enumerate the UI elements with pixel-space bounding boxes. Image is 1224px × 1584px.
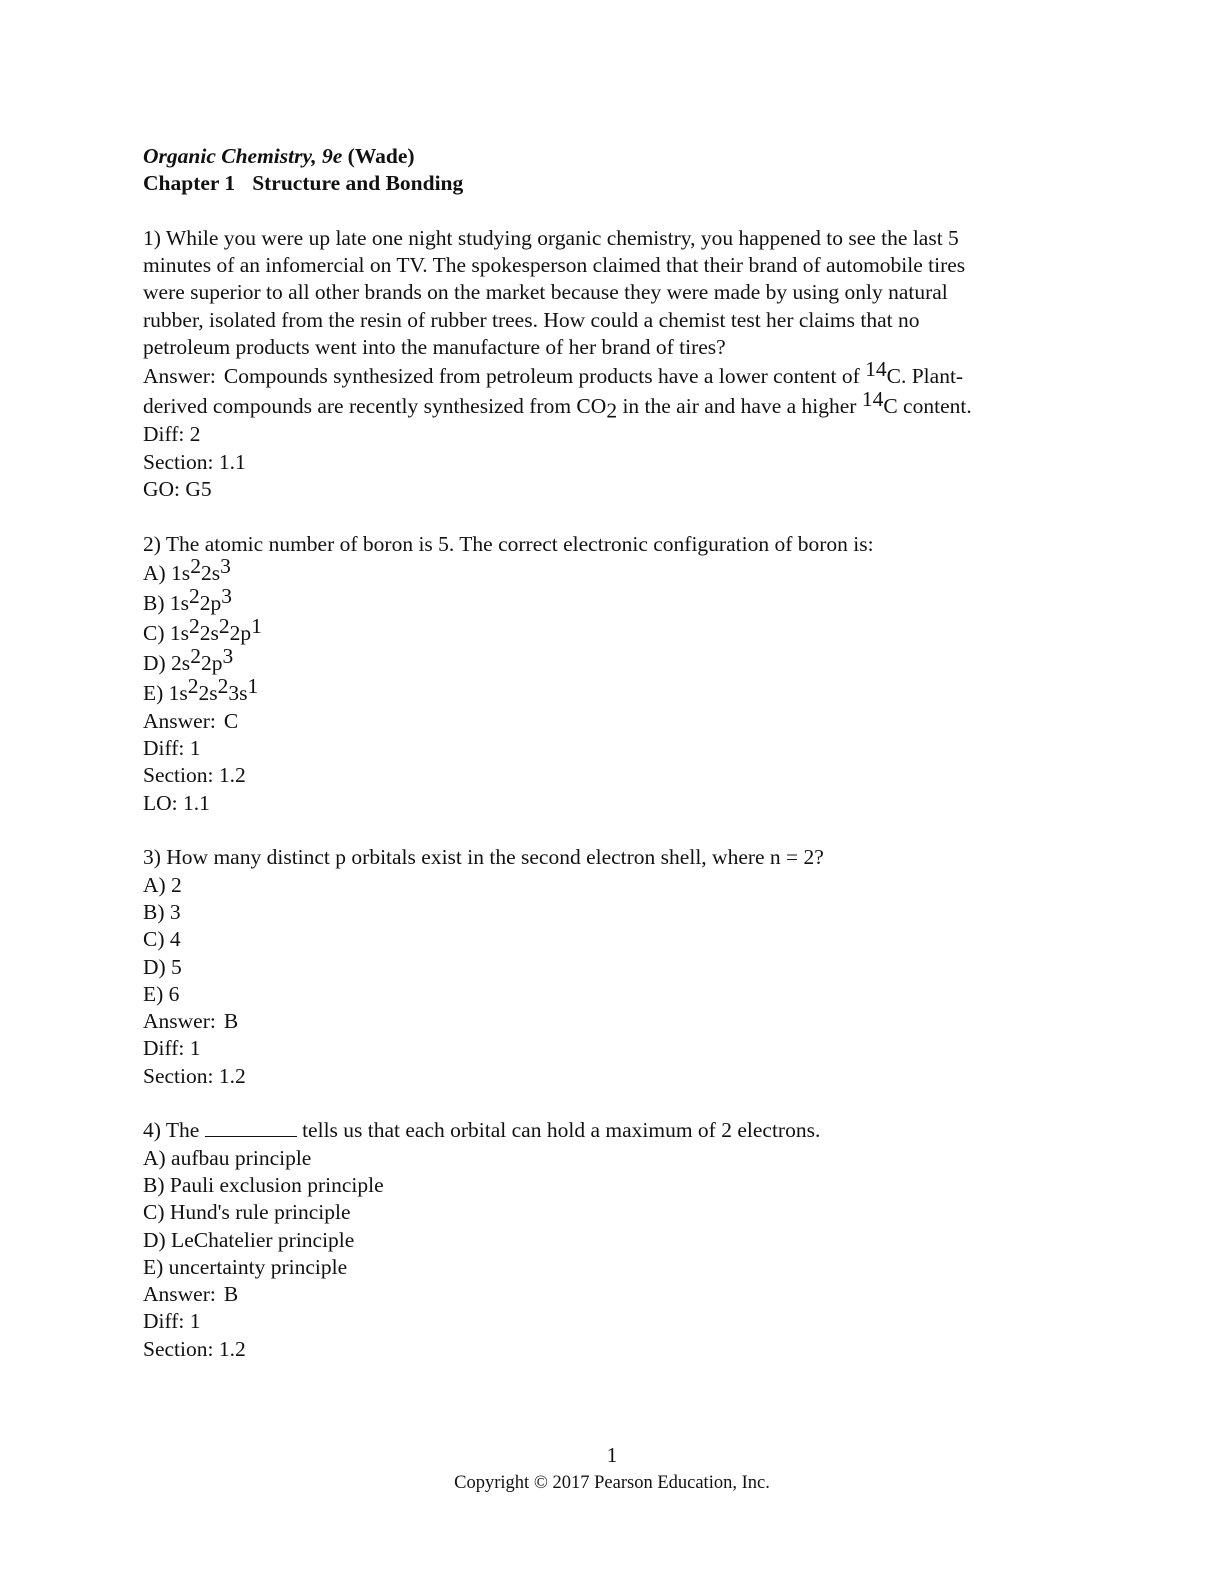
- q2-option-text: C) 1s: [143, 620, 189, 645]
- q4-answer-value: B: [223, 1282, 239, 1307]
- q1-answer-text: content.: [903, 394, 972, 419]
- q2-diff: Diff: 1: [143, 736, 201, 761]
- superscript: 3: [221, 583, 232, 608]
- q4-option-d: D) LeChatelier principle: [143, 1227, 355, 1252]
- superscript: 2: [190, 553, 201, 578]
- copyright-notice: Copyright © 2017 Pearson Education, Inc.: [454, 1473, 770, 1493]
- q4-section: Section: 1.2: [143, 1336, 246, 1361]
- q4-stem-start: 4) The: [143, 1118, 200, 1143]
- q3-answer: [143, 1008, 1083, 1035]
- q4-answer-label: Answer:: [143, 1282, 216, 1307]
- q2-option-text: 2s: [200, 560, 221, 585]
- q3-option-d: D) 5: [143, 954, 182, 979]
- q2-option-text: 2p: [229, 620, 252, 645]
- q2-option-text: 2s: [199, 620, 219, 645]
- q3-answer-value: B: [223, 1009, 239, 1034]
- q1-section: Section: 1.1: [143, 449, 246, 474]
- q1-isotope-mass: 14: [861, 387, 884, 412]
- q1-answer-text: Plant-: [911, 364, 964, 389]
- superscript: 2: [218, 613, 230, 638]
- q3-diff: Diff: 1: [143, 1036, 201, 1061]
- q2-option-b: [143, 583, 1083, 618]
- q1-answer-text: in the air and have a higher: [622, 394, 857, 419]
- q4-answer: [143, 1281, 1083, 1308]
- q4-option-a: A) aufbau principle: [143, 1145, 312, 1170]
- q2-option-a: [143, 553, 1083, 588]
- q3-option-e: E) 6: [143, 981, 180, 1006]
- superscript: 3: [220, 553, 231, 578]
- question-1: [143, 225, 1083, 503]
- q1-answer-text: derived compounds are recently synthesized from CO: [143, 394, 607, 419]
- superscript: 2: [189, 583, 200, 608]
- q2-stem: 2) The atomic number of boron is 5. The correct electronic configuration of boron is:: [143, 531, 874, 556]
- q3-option-a: A) 2: [143, 872, 182, 897]
- q1-stem-line: minutes of an infomercial on TV. The spokesperson claimed that their brand of automobile tires: [143, 253, 966, 278]
- page-number: 1: [606, 1443, 618, 1467]
- q2-option-text: 3s: [228, 680, 248, 705]
- q1-answer-text: Compounds synthesized from petroleum products have a lower content of: [223, 364, 860, 389]
- book-title: Organic Chemistry, 9e: [143, 144, 343, 168]
- q1-stem-line: petroleum products went into the manufacture of her brand of tires?: [143, 335, 726, 360]
- q3-option-c: C) 4: [143, 927, 181, 952]
- book-author: (Wade): [347, 144, 415, 168]
- q4-diff: Diff: 1: [143, 1309, 201, 1334]
- superscript: 1: [247, 673, 259, 698]
- q2-answer-value: C: [223, 708, 239, 733]
- q1-co2-subscript: 2: [606, 399, 618, 424]
- chapter-number: Chapter 1: [143, 171, 236, 196]
- q1-diff: Diff: 2: [143, 422, 201, 447]
- q1-stem-line: were superior to all other brands on the market because they were made by using only natural: [143, 280, 948, 305]
- q2-answer: [143, 708, 1083, 735]
- superscript: 2: [217, 673, 229, 698]
- q1-isotope-element: C.: [886, 364, 907, 389]
- q4-option-b: B) Pauli exclusion principle: [143, 1172, 384, 1197]
- q3-stem: 3) How many distinct p orbitals exist in the second electron shell, where n = 2?: [143, 845, 824, 870]
- q2-option-text: A) 1s: [143, 560, 191, 585]
- superscript: 3: [222, 643, 234, 668]
- q3-option-b: B) 3: [143, 899, 181, 924]
- q2-option-c: [143, 613, 1083, 648]
- q1-go: GO: G5: [143, 476, 212, 501]
- q1-isotope-element: C: [883, 394, 898, 419]
- q1-isotope-mass: 14: [865, 357, 887, 382]
- chapter-title: Structure and Bonding: [252, 171, 464, 196]
- q2-option-text: B) 1s: [143, 590, 189, 615]
- q1-answer-line-2: [143, 387, 1083, 424]
- q2-option-text: 2p: [199, 590, 222, 615]
- q1-stem-line: rubber, isolated from the resin of rubber trees. How could a chemist test her claims that no: [143, 307, 920, 332]
- q1-answer-label: Answer:: [143, 364, 216, 389]
- fill-in-blank: [205, 1118, 297, 1137]
- superscript: 2: [190, 643, 201, 668]
- q4-stem: [143, 1117, 1083, 1144]
- q4-option-c: C) Hund's rule principle: [143, 1200, 351, 1225]
- q1-stem-line: 1) While you were up late one night studying organic chemistry, you happened to see the last 5: [143, 225, 959, 250]
- book-title-line: [143, 143, 1083, 170]
- superscript: 2: [187, 673, 199, 698]
- document-page: [143, 143, 1083, 1363]
- q2-option-text: D) 2s: [143, 650, 191, 675]
- q2-answer-label: Answer:: [143, 708, 216, 733]
- q2-section: Section: 1.2: [143, 763, 246, 788]
- q3-section: Section: 1.2: [143, 1063, 246, 1088]
- superscript: 2: [189, 613, 200, 638]
- chapter-heading: [143, 170, 1083, 197]
- q2-option-e: [143, 673, 1083, 708]
- question-4: [143, 1117, 1083, 1363]
- superscript: 1: [251, 613, 262, 638]
- q4-stem-end: tells us that each orbital can hold a maximum of 2 electrons.: [302, 1118, 821, 1143]
- q1-answer-line-1: [143, 357, 1083, 391]
- q2-option-d: [143, 643, 1083, 678]
- q4-option-e: E) uncertainty principle: [143, 1254, 348, 1279]
- q2-option-text: E) 1s: [143, 680, 188, 705]
- q3-answer-label: Answer:: [143, 1009, 216, 1034]
- question-3: [143, 844, 1083, 1090]
- question-2: [143, 531, 1083, 817]
- q2-lo: LO: 1.1: [143, 790, 210, 815]
- q2-option-text: 2s: [198, 680, 218, 705]
- q2-option-text: 2p: [200, 650, 223, 675]
